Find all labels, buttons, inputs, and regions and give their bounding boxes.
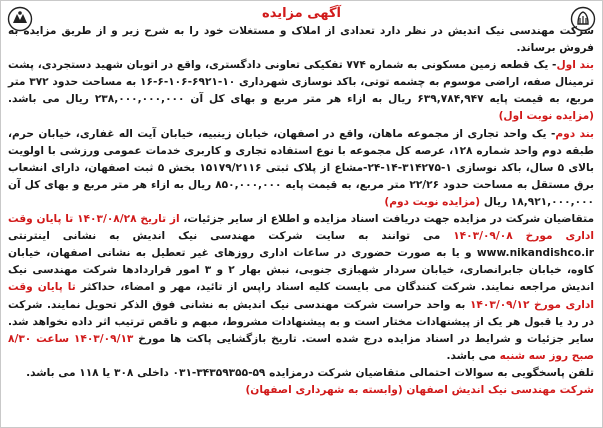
item-1-round: (مزایده نوبت اول): [498, 110, 594, 123]
notice-title: آگهی مزایده: [262, 6, 341, 21]
item-2-paragraph: [8, 126, 594, 211]
item-1-text: - یک قطعه زمین مسکونی به شماره ۷۷۴ تفکیکی تعاونی دادگستری، واقع در اتوبان شهید دستجردی، پشت ترمینال صفه، اراضی موسوم به چشمه توتی، باکد نوسازی شهرداری ۱۰-۶۹۲۱-۱۰۶-۶-۱۶ به مساحت حدود ۳۷۲ متر مربع، به قیمت پایه ۶۳۹,۷۸۴,۹۴۷ ریال به ازاء هر متر مربع و بهای کل آن ۲۳۸,۰۰۰,۰۰۰,۰۰۰ ریال می باشد.: [8, 59, 594, 106]
intro-paragraph: شرکت مهندسی نیک اندیش در نظر دارد تعدادی از املاک و مستغلات خود را به شرح زیر و از طریق مزایده به فروش برساند.: [8, 25, 594, 55]
instructions-paragraph: [8, 211, 594, 365]
footer-company: شرکت مهندسی نیک اندیش اصفهان (وابسته به شهرداری اصفهان): [245, 383, 594, 396]
phone-paragraph: تلفن پاسخگویی به سوالات احتمالی متقاضیان شرکت درمزایده ۵۹-۳۴۳۵۹۳۵۵-۰۳۱ داخلی ۳۰۸ یا ۱۱۸ می باشد.: [26, 366, 594, 379]
opening-date: ۱۴۰۳/۰۹/۱۳ ساعت ۸/۳۰ صبح روز سه شنبه: [8, 332, 594, 362]
submission-deadline: تا پایان وقت اداری مورخ ۱۴۰۳/۰۹/۱۲: [8, 281, 594, 311]
item-2-round: (مزایده نوبت دوم): [384, 195, 481, 208]
instructions-text-b: می توانند به سایت شرکت مهندسی نیک اندیش به نشانی اینترنتی www.nikandishco.ir و یا به صورت حضوری در ساعات اداری روزهای غیر تعطیل به نشانی اصفهان، خیابان کاوه، خیابان جابرانصاری، خیابان سردار شهبازی جنوبی، نبش بهار ۲ و ۳ امور قراردادها شرکت مهندسی نیک اندیش مراجعه نمایند. شرکت کنندگان می بایست کلیه اسناد راپس از تائید، مهر و امضاء، حداکثر: [8, 230, 595, 294]
item-1-label: بند اول: [556, 59, 594, 72]
document-dates: از تاریخ ۱۴۰۳/۰۸/۲۸ تا پایان وقت اداری مورخ ۱۴۰۳/۰۹/۰۸: [8, 213, 594, 243]
instructions-text-a: متقاضیان شرکت در مزایده جهت دریافت اسناد مزایده و اطلاع از سایر جزئیات،: [179, 213, 595, 226]
item-2-label: بند دوم: [555, 127, 594, 140]
instructions-text-c: به واحد حراست شرکت مهندسی نیک اندیش به نشانی فوق الذکر تحویل نمایند. شرکت در رد یا قبول هر یک از پیشنهادات مختار است و به پیشنهادات مشروط، مبهم و ناقص ترتیب اثر داده نخواهد شد. سایر جزئیات و شرایط در اسناد مزایده درج شده است. تاریخ بازگشایی پاکت ها مورخ: [8, 298, 594, 345]
item-2-text: - یک واحد تجاری از مجموعه ماهان، واقع در اصفهان، خیابان زینبیه، خیابان آیت اله غفاری، خیابان حرم، طبقه دوم واحد شماره ۱۲۸، عرصه کل مجموعه با نوع استفاده تجاری و کاربری خدمات عمومی ورزشی با اولویت بالای ۵ سال، باکد نوسازی ۱-۳۱۴۲۷۵-۱۴-۲۴-مشاع از پلاک ثبتی ۱۵۱۷۹/۲۱۱۶ بخش ۵ ثبت اصفهان، دارای انشعاب برق مستقل به مساحت حدود ۲۲/۲۶ متر مربع، به قیمت پایه ۸۵۰,۰۰۰,۰۰۰ ریال به ازاء هر متر مربع و بهای کل آن ۱۸,۹۲۱,۰۰۰,۰۰۰ ریال: [8, 127, 594, 208]
notice-body: [8, 23, 594, 399]
item-1-paragraph: [8, 57, 594, 125]
instructions-text-d: می باشد.: [446, 349, 500, 362]
